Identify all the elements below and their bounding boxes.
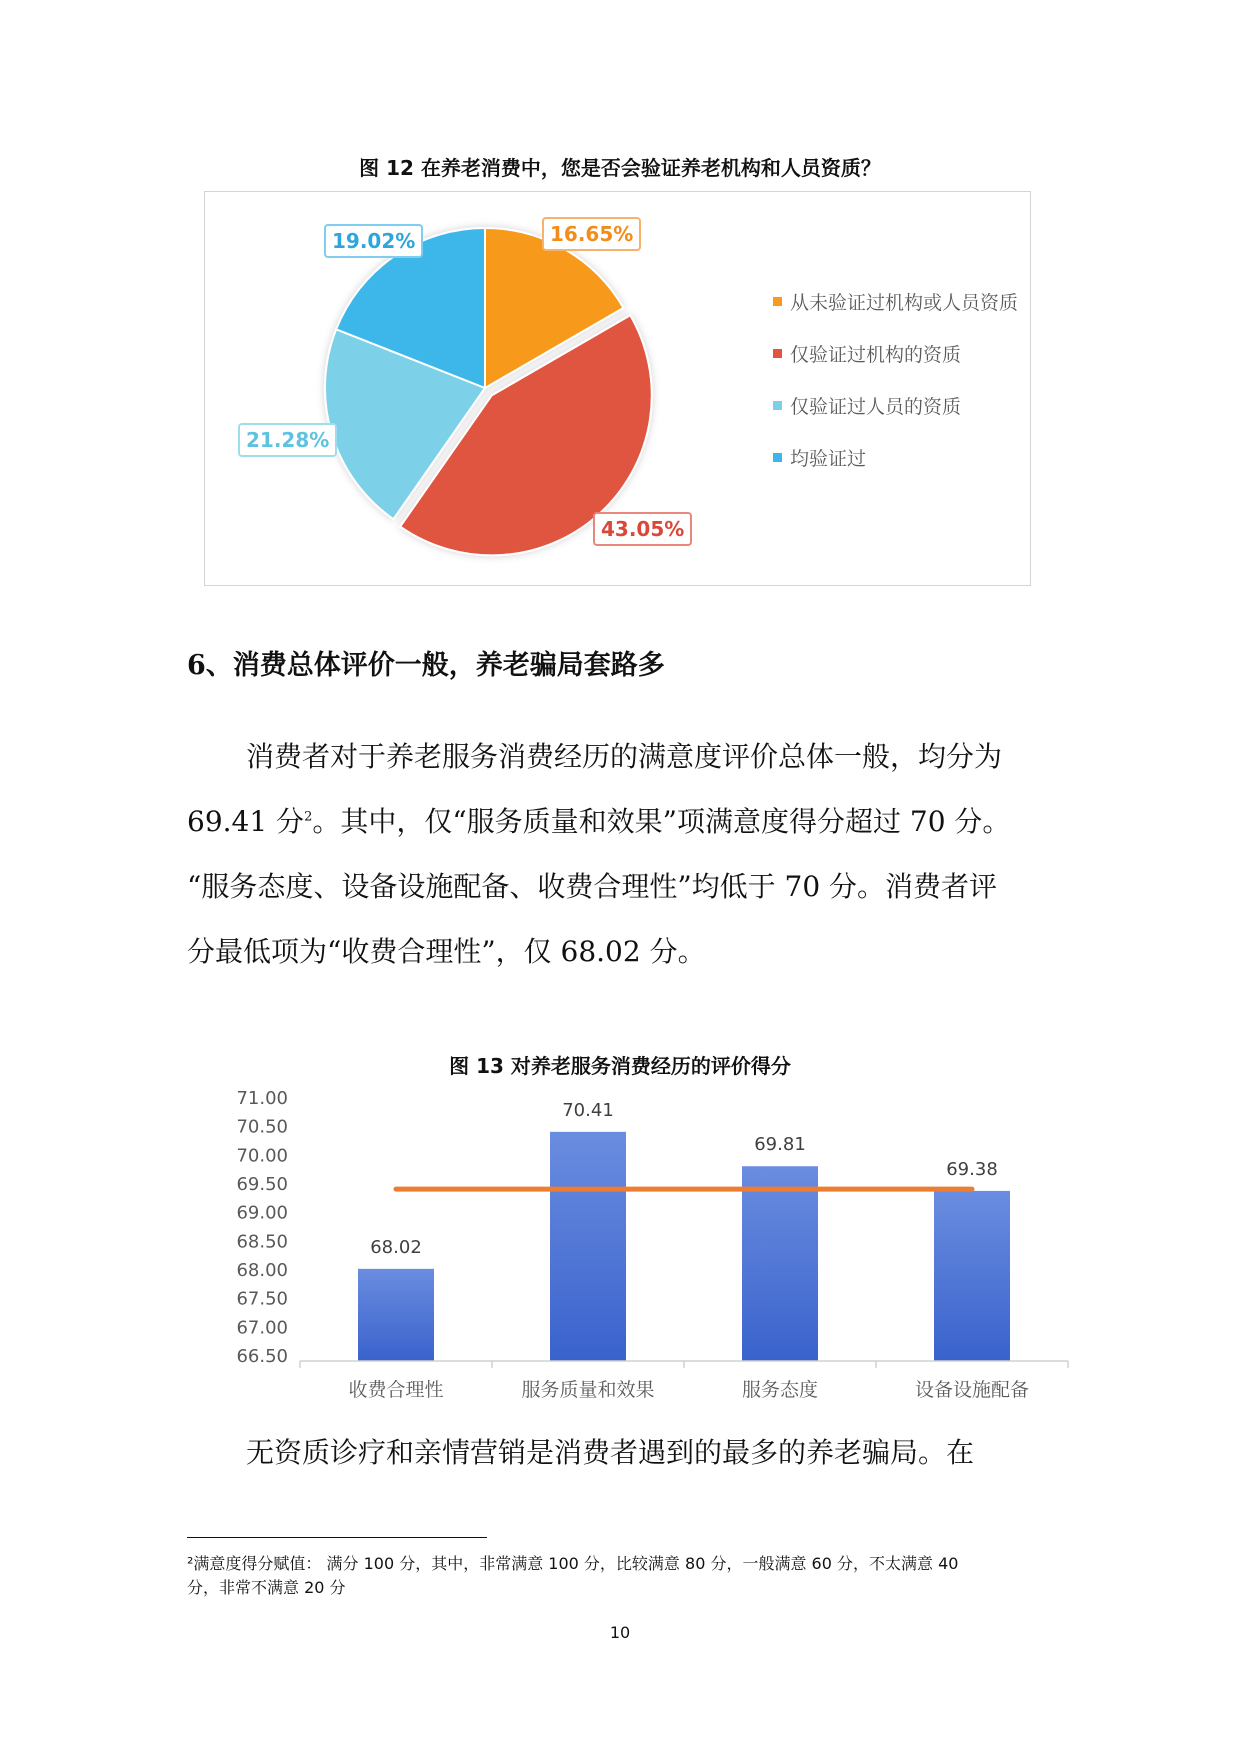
footnote-line: ²满意度得分赋值： 满分 100 分，其中，非常满意 100 分，比较满意 80 分，一般满意 60 分，不太满意 40 xyxy=(187,1554,959,1573)
paragraph-line: 分最低项为“收费合理性”，仅 68.02 分。 xyxy=(187,935,706,968)
page-number: 10 xyxy=(609,1623,631,1642)
pie-label-s4: 19.02% xyxy=(324,224,423,258)
paragraph-line: 无资质诊疗和亲情营销是消费者遇到的最多的养老骗局。在 xyxy=(246,1436,975,1469)
bar-data-label: 68.02 xyxy=(370,1236,422,1258)
bar-data-label: 69.81 xyxy=(754,1134,806,1156)
x-category-label: 服务质量和效果 xyxy=(521,1379,655,1400)
pie-label-s2: 43.05% xyxy=(593,512,692,546)
paragraph-text: 。其中，仅“服务质量和效果”项满意度得分超过 70 分。 xyxy=(312,805,1011,838)
legend-label: 从未验证过机构或人员资质 xyxy=(790,292,1019,314)
y-tick-label: 70.00 xyxy=(236,1145,288,1167)
x-category-label: 服务态度 xyxy=(741,1379,819,1400)
y-tick-label: 70.50 xyxy=(236,1116,288,1138)
figure-12-title: 图 12 在养老消费中，您是否会验证养老机构和人员资质？ xyxy=(359,156,881,180)
paragraph-text: 69.41 分 xyxy=(187,805,305,838)
y-tick-label: 67.50 xyxy=(236,1288,288,1310)
y-tick-label: 66.50 xyxy=(236,1346,288,1367)
bar-4 xyxy=(934,1191,1010,1361)
bar-2 xyxy=(550,1132,626,1361)
y-tick-label: 68.00 xyxy=(236,1260,288,1281)
x-category-label: 收费合理性 xyxy=(348,1379,444,1400)
y-tick-label: 69.50 xyxy=(236,1174,288,1195)
paragraph-line: 消费者对于养老服务消费经历的满意度评价总体一般，均分为 xyxy=(246,740,1003,773)
pie-label-s1: 16.65% xyxy=(542,217,641,251)
figure-13-title: 图 13 对养老服务消费经历的评价得分 xyxy=(449,1054,791,1078)
paragraph-line: “服务态度、设备设施配备、收费合理性”均低于 70 分。消费者评 xyxy=(187,870,998,903)
bar-3 xyxy=(742,1166,818,1361)
y-tick-label: 68.50 xyxy=(236,1231,288,1253)
footnote-line: 分，非常不满意 20 分 xyxy=(187,1578,346,1597)
legend-label: 仅验证过人员的资质 xyxy=(790,396,962,418)
y-tick-label: 71.00 xyxy=(236,1088,288,1109)
bar-data-label: 69.38 xyxy=(946,1158,998,1180)
footnote-ref: 2 xyxy=(304,809,313,825)
x-category-label: 设备设施配备 xyxy=(914,1379,1030,1400)
section-heading: 6、消费总体评价一般，养老骗局套路多 xyxy=(187,650,665,681)
bar-1 xyxy=(358,1269,434,1361)
pie-label-s3: 21.28% xyxy=(238,423,337,457)
legend-label: 均验证过 xyxy=(790,448,867,470)
footnote-divider xyxy=(187,1537,487,1538)
bar-data-label: 70.41 xyxy=(562,1099,614,1121)
legend-label: 仅验证过机构的资质 xyxy=(790,344,962,366)
y-tick-label: 69.00 xyxy=(236,1202,288,1224)
y-tick-label: 67.00 xyxy=(236,1317,288,1339)
